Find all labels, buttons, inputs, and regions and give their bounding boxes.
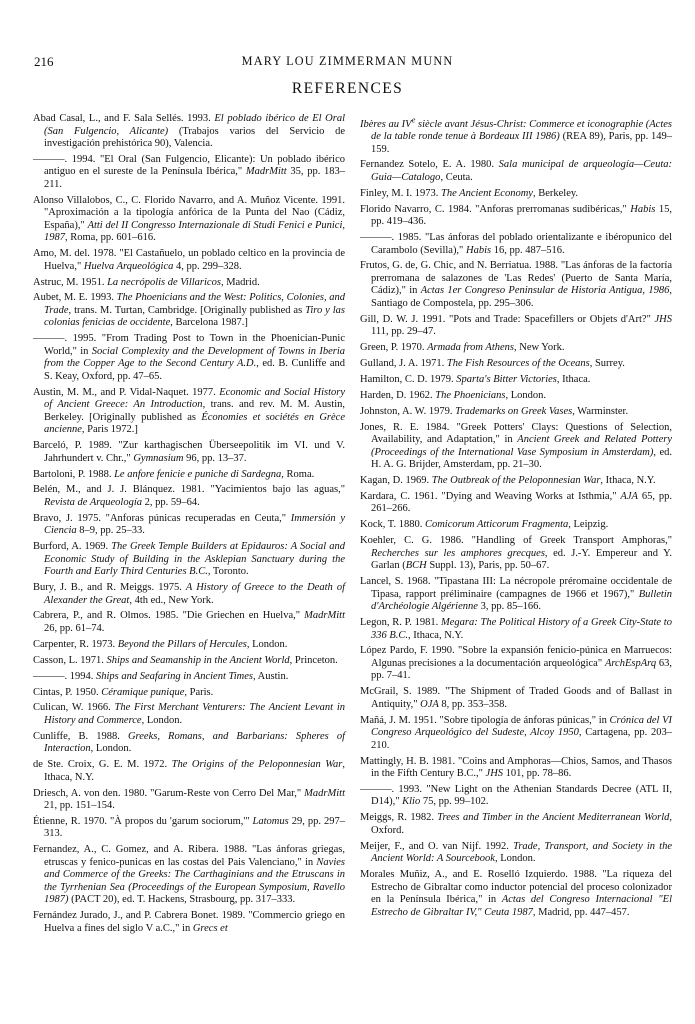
reference-entry: Amo, M. del. 1978. "El Castañuelo, un poblado celtico en la provincia de Huelva," Huelva Arqueológica 4, pp. 299–328. — [33, 248, 345, 272]
reference-entry: Cintas, P. 1950. Céramique punique, Paris. — [33, 686, 214, 698]
reference-entry: Aubet, M. E. 1993. The Phoenicians and the West: Politics, Colonies, and Trade, trans. M. Turtan, Cambridge. [Originally published as Tiro y las colonias fenicias de occidente, Barcelona 1987.] — [33, 292, 345, 329]
reference-entry: Fernandez Sotelo, E. A. 1980. Sala municipal de arqueología—Ceuta: Guia—Catalogo, Ceuta. — [360, 159, 672, 183]
reference-entry: Jones, R. E. 1984. "Greek Potters' Clays: Questions of Selection, Availability, and Adaptation," in Ancient Greek and Related Pottery (Proceedings of the International Vase Symposium in Amsterdam), ed. H. A. G. Brijder, Amsterdam, pp. 21–30. — [360, 421, 672, 471]
reference-entry: Ibères au IVe siècle avant Jésus-Christ: Commerce et iconographie (Actes de la table ronde tenue à Bordeaux III 1986) (REA 89), Paris, pp. 149–159. — [360, 114, 672, 155]
reference-entry: López Pardo, F. 1990. "Sobre la expansión fenicio-púnica en Marruecos: Algunas precisiones a la documentación arqueológica" ArchEspArq 63, pp. 7–41. — [360, 645, 673, 682]
reference-entry: ———. 1995. "From Trading Post to Town in the Phoenician-Punic World," in Social Complexity and the Development of Towns in Iberia from the Copper Age to the Second Century A.D., ed. B. Cunliffe and S. Keay, Oxford, pp. 47–65. — [33, 333, 345, 382]
page-number: 216 — [34, 54, 54, 69]
reference-entry: Kardara, C. 1961. "Dying and Weaving Works at Isthmia," AJA 65, pp. 261–266. — [360, 490, 672, 515]
reference-entry: Bartoloni, P. 1988. Le anfore fenicie e puniche di Sardegna, Roma. — [33, 468, 315, 480]
reference-entry: Johnston, A. W. 1979. Trademarks on Greek Vases, Warminster. — [360, 405, 629, 417]
reference-entry: Florido Navarro, C. 1984. "Anforas prerromanas sudibéricas," Habis 15, pp. 419–436. — [360, 203, 672, 228]
running-head: MARY LOU ZIMMERMAN MUNN — [241, 54, 454, 68]
reference-entry: Frutos, G. de, G. Chic, and N. Berriatua. 1988. "Las ánforas de la factoría prerromana de salazones de 'Las Redes' (Puerto de Santa María, Cádiz)," in Actas 1er Congreso Peninsular de Historia Antigua, 1986, Santiago de Compostela, pp. 295–306. — [360, 260, 672, 309]
reference-entry: Cabrera, P., and R. Olmos. 1985. "Die Griechen en Huelva," MadrMitt 26, pp. 61–74. — [33, 610, 345, 634]
reference-entry: Lancel, S. 1968. "Tipastana III: La nécropole préromaine occidentale de Tipasa, rapport préliminaire (campagnes de 1966 et 1967)," Bulletin d'Archéologie Algérienne 3, pp. 85–166. — [360, 576, 672, 613]
reference-entry: Meiggs, R. 1982. Trees and Timber in the Ancient Mediterranean World, Oxford. — [360, 812, 672, 836]
reference-entry: Culican, W. 1966. The First Merchant Venturers: The Ancient Levant in History and Commerce, London. — [33, 702, 345, 726]
reference-entry: ———. 1985. "Las ánforas del poblado orientalizante e ibéropunico del Carambolo (Sevilla)," Habis 16, pp. 487–516. — [360, 232, 672, 256]
reference-entry: de Ste. Croix, G. E. M. 1972. The Origins of the Peloponnesian War, Ithaca, N.Y. — [33, 759, 346, 783]
reference-entry: Morales Muñiz, A., and E. Roselló Izquierdo. 1988. "La riqueza del Estrecho de Gibraltar como inductor potencial del proceso colonizador en la Península Ibérica," in Actas del Congreso Internacional "El Estrecho de Gibraltar IV," Ceuta 1987, Madrid, pp. 447–457. — [360, 869, 673, 918]
reference-entry: Gill, D. W. J. 1991. "Pots and Trade: Spacefillers or Objets d'Art?" JHS 111, pp. 29–47. — [360, 313, 672, 338]
reference-entry: Bravo, J. 1975. "Anforas púnicas recuperadas en Ceuta," Immersión y Ciencia 8–9, pp. 25–33. — [33, 512, 346, 537]
reference-entry: Gulland, J. A. 1971. The Fish Resources of the Oceans, Surrey. — [360, 358, 625, 370]
reference-entry: Koehler, C. G. 1986. "Handling of Greek Transport Amphoras," Recherches sur les amphores grecques, ed. J.-Y. Empereur and Y. Garlan (BCH Suppl. 13), Paris, pp. 50–67. — [360, 535, 672, 572]
reference-entry: Mattingly, H. B. 1981. "Coins and Amphoras—Chios, Samos, and Thasos in the Fifth Century B.C.," JHS 101, pp. 78–86. — [360, 755, 672, 780]
reference-entry: Astruc, M. 1951. La necrópolis de Villaricos, Madrid. — [33, 276, 260, 288]
reference-entry: Alonso Villalobos, C., C. Florido Navarro, and A. Muñoz Vicente. 1991. "Aproximación a la tipología anfórica de la Punta del Nao (Cádiz, España)," Atti del II Congresso Internazionale di Studi Fenici e Punici, 1987, Roma, pp. 601–616. — [33, 194, 345, 244]
reference-entry: Legon, R. P. 1981. Megara: The Political History of a Greek City-State to 336 B.C., Ithaca, N.Y. — [360, 617, 672, 641]
reference-entry: Fernandez, A., C. Gomez, and A. Ribera. 1988. "Las ánforas griegas, etruscas y fenico-punicas en las costas del Pais Valenciano," in Navies and Commerce of the Greeks: The Carthaginians and the Etruscans in the Tyrrhenian Sea (Proceedings of the European Symposium, Ravello 1987) (PACT 20), ed. T. Hackens, Strasbourg, pp. 317–333. — [33, 844, 345, 906]
reference-entry: Kock, T. 1880. Comicorum Atticorum Fragmenta, Leipzig. — [360, 519, 609, 531]
reference-entry: ———. 1994. Ships and Seafaring in Ancient Times, Austin. — [33, 670, 289, 682]
section-title: REFERENCES — [291, 80, 404, 97]
reference-entry: Kagan, D. 1969. The Outbreak of the Peloponnesian War, Ithaca, N.Y. — [360, 475, 656, 487]
reference-entry: Burford, A. 1969. The Greek Temple Builders at Epidauros: A Social and Economic Study of Building in the Asklepian Sanctuary during the Fourth and Early Third Centuries B.C., Toronto. — [33, 541, 345, 578]
reference-entry: Casson, L. 1971. Ships and Seamanship in the Ancient World, Princeton. — [33, 654, 338, 666]
reference-entry: Étienne, R. 1970. "À propos du 'garum sociorum,'" Latomus 29, pp. 297–313. — [33, 815, 346, 840]
reference-entry: Driesch, A. von den. 1980. "Garum-Reste von Cerro Del Mar," MadrMitt 21, pp. 151–154. — [33, 787, 345, 812]
reference-entry: ———. 1993. "New Light on the Athenian Standards Decree (ATL II, D14)," Klio 75, pp. 99–102. — [360, 783, 672, 808]
references-left-column — [33, 113, 345, 939]
reference-entry: Meijer, F., and O. van Nijf. 1992. Trade, Transport, and Society in the Ancient World: A Sourcebook, London. — [360, 840, 672, 865]
reference-entry: Green, P. 1970. Armada from Athens, New York. — [360, 342, 565, 354]
reference-entry: Austin, M. M., and P. Vidal-Naquet. 1977. Economic and Social History of Ancient Greece: An Introduction, trans. and rev. M. M. Austin, Berkeley. [Originally published as Économies et sociétés en Grèce ancienne, Paris 1972.] — [33, 386, 346, 436]
reference-entry: Finley, M. I. 1973. The Ancient Economy, Berkeley. — [360, 187, 579, 199]
reference-entry: Harden, D. 1962. The Phoenicians, London. — [360, 389, 547, 401]
reference-entry: McGrail, S. 1989. "The Shipment of Traded Goods and of Ballast in Antiquity," OJA 8, pp. 353–358. — [360, 686, 672, 710]
reference-entry: Fernández Jurado, J., and P. Cabrera Bonet. 1989. "Commercio griego en Huelva a fines del siglo V a.C.," in Grecs et — [33, 910, 345, 934]
reference-entry: Abad Casal, L., and F. Sala Sellés. 1993. El poblado ibérico de El Oral (San Fulgencio, Alicante) (Trabajos varios del Servicio de investigación prehistórica 90), Valencia. — [33, 113, 345, 149]
reference-entry: Hamilton, C. D. 1979. Sparta's Bitter Victories, Ithaca. — [360, 374, 591, 386]
reference-entry: ———. 1994. "El Oral (San Fulgencio, Elicante): Un poblado ibérico antiguo en el sureste de la Península Ibérica," MadrMitt 35, pp. 183–211. — [33, 153, 345, 190]
reference-entry: Cunliffe, B. 1988. Greeks, Romans, and Barbarians: Spheres of Interaction, London. — [33, 730, 345, 755]
reference-entry: Barceló, P. 1989. "Zur karthagischen Überseepolitik im VI. und V. Jahrhundert v. Chr.," Gymnasium 96, pp. 13–37. — [33, 440, 345, 464]
reference-entry: Mañá, J. M. 1951. "Sobre tipología de ánforas púnicas," in Crónica del VI Congreso Arqueológico del Sudeste, Alcoy 1950, Cartagena, pp. 203–210. — [360, 714, 673, 751]
reference-entry: Carpenter, R. 1973. Beyond the Pillars of Hercules, London. — [33, 638, 288, 650]
references-right-column — [360, 113, 672, 923]
reference-entry: Belén, M., and J. J. Blánquez. 1981. "Yacimientos bajo las aguas," Revista de Arqueología 2, pp. 59–64. — [33, 484, 345, 508]
reference-entry: Bury, J. B., and R. Meiggs. 1975. A History of Greece to the Death of Alexander the Great, 4th ed., New York. — [33, 582, 345, 606]
